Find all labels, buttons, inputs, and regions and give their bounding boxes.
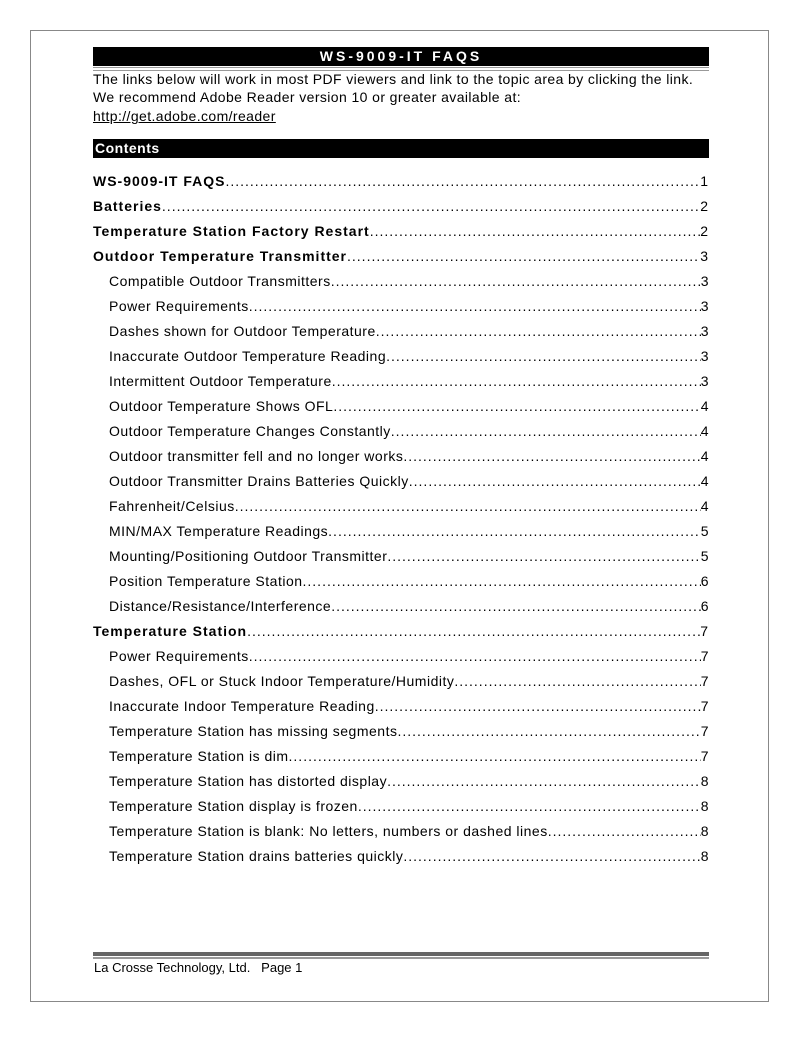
dot-leader [328, 521, 701, 546]
toc-entry-page: 8 [700, 848, 709, 864]
toc-entry-label: Compatible Outdoor Transmitters [109, 273, 331, 289]
toc-entry-page: 3 [700, 248, 709, 264]
toc-entry-page: 3 [700, 373, 709, 389]
toc-entry-label: Temperature Station has missing segments [109, 723, 398, 739]
dot-leader [370, 221, 701, 246]
intro-paragraph [93, 70, 713, 125]
dot-leader [332, 371, 701, 396]
toc-entry[interactable] [93, 821, 709, 846]
toc-entry-label: Outdoor Temperature Changes Constantly [109, 423, 391, 439]
document-title: WS-9009-IT FAQS [93, 47, 709, 66]
toc-entry-page: 7 [700, 648, 709, 664]
toc-entry[interactable] [93, 171, 709, 196]
toc-entry-label: Temperature Station has distorted display [109, 773, 388, 789]
toc-entry-label: Temperature Station Factory Restart [93, 223, 370, 239]
dot-leader [391, 421, 701, 446]
dot-leader [303, 571, 701, 596]
toc-entry[interactable] [93, 371, 709, 396]
toc-entry[interactable] [93, 546, 709, 571]
toc-entry-label: Temperature Station [93, 623, 248, 639]
toc-entry-page: 2 [700, 223, 709, 239]
dot-leader [247, 621, 700, 646]
toc-entry-label: Distance/Resistance/Interference [109, 598, 332, 614]
footer-text: La Crosse Technology, Ltd. Page 1 [94, 960, 303, 975]
toc-entry[interactable] [93, 446, 709, 471]
toc-entry-page: 3 [700, 273, 709, 289]
dot-leader [387, 546, 700, 571]
toc-entry-label: MIN/MAX Temperature Readings [109, 523, 329, 539]
toc-entry-label: Mounting/Positioning Outdoor Transmitter [109, 548, 388, 564]
toc-entry[interactable] [93, 271, 709, 296]
footer-divider [93, 952, 709, 957]
toc-entry-label: Temperature Station display is frozen [109, 798, 358, 814]
dot-leader [249, 646, 701, 671]
toc-entry-page: 7 [700, 723, 709, 739]
toc-entry[interactable] [93, 696, 709, 721]
dot-leader [347, 246, 700, 271]
toc-entry-page: 6 [700, 573, 709, 589]
toc-entry-page: 4 [700, 473, 709, 489]
toc-entry-label: Temperature Station is dim [109, 748, 289, 764]
dot-leader [331, 271, 701, 296]
toc-entry[interactable] [93, 421, 709, 446]
dot-leader [331, 596, 700, 621]
dot-leader [375, 696, 701, 721]
toc-entry[interactable] [93, 796, 709, 821]
toc-entry[interactable] [93, 196, 709, 221]
toc-entry-label: Fahrenheit/Celsius [109, 498, 235, 514]
toc-entry-label: Outdoor Temperature Transmitter [93, 248, 348, 264]
toc-entry-page: 7 [700, 623, 709, 639]
toc-entry[interactable] [93, 471, 709, 496]
contents-heading: Contents [93, 139, 709, 158]
toc-entry-label: Inaccurate Indoor Temperature Reading [109, 698, 375, 714]
dot-leader [235, 496, 701, 521]
toc-entry[interactable] [93, 321, 709, 346]
toc-entry-label: Outdoor Temperature Shows OFL [109, 398, 334, 414]
toc-entry-page: 5 [700, 548, 709, 564]
toc-entry-label: Temperature Station is blank: No letters, numbers or dashed lines [109, 823, 548, 839]
toc-entry-label: Batteries [93, 198, 162, 214]
toc-entry-page: 4 [700, 423, 709, 439]
toc-entry-page: 4 [700, 398, 709, 414]
dot-leader [358, 796, 701, 821]
toc-entry[interactable] [93, 621, 709, 646]
toc-entry[interactable] [93, 846, 709, 871]
toc-entry[interactable] [93, 671, 709, 696]
toc-entry[interactable] [93, 746, 709, 771]
toc-entry-page: 8 [700, 773, 709, 789]
toc-entry[interactable] [93, 296, 709, 321]
toc-entry-label: Temperature Station drains batteries quickly [109, 848, 404, 864]
dot-leader [162, 196, 700, 221]
dot-leader [454, 671, 700, 696]
toc-entry[interactable] [93, 496, 709, 521]
dot-leader [403, 846, 700, 871]
table-of-contents [93, 171, 709, 871]
toc-entry-page: 1 [700, 173, 709, 189]
toc-entry[interactable] [93, 571, 709, 596]
toc-entry-page: 7 [700, 673, 709, 689]
toc-entry-label: Power Requirements [109, 298, 249, 314]
toc-entry-label: Dashes shown for Outdoor Temperature [109, 323, 376, 339]
toc-entry-label: Outdoor transmitter fell and no longer works [109, 448, 404, 464]
toc-entry-page: 2 [700, 198, 709, 214]
toc-entry-label: Dashes, OFL or Stuck Indoor Temperature/Humidity [109, 673, 455, 689]
toc-entry[interactable] [93, 721, 709, 746]
toc-entry-page: 8 [700, 798, 709, 814]
toc-entry[interactable] [93, 771, 709, 796]
dot-leader [289, 746, 701, 771]
dot-leader [409, 471, 701, 496]
toc-entry-page: 3 [700, 348, 709, 364]
toc-entry-page: 7 [700, 698, 709, 714]
toc-entry-label: WS-9009-IT FAQS [93, 173, 226, 189]
toc-entry-page: 3 [700, 323, 709, 339]
toc-entry-page: 6 [700, 598, 709, 614]
dot-leader [403, 446, 700, 471]
dot-leader [397, 721, 700, 746]
toc-entry-label: Inaccurate Outdoor Temperature Reading [109, 348, 387, 364]
toc-entry[interactable] [93, 346, 709, 371]
toc-entry[interactable] [93, 396, 709, 421]
dot-leader [376, 321, 701, 346]
dot-leader [387, 771, 701, 796]
toc-entry-label: Intermittent Outdoor Temperature [109, 373, 332, 389]
toc-entry[interactable] [93, 646, 709, 671]
toc-entry-page: 7 [700, 748, 709, 764]
toc-entry-page: 8 [700, 823, 709, 839]
dot-leader [386, 346, 701, 371]
dot-leader [225, 171, 700, 196]
toc-entry-page: 5 [700, 523, 709, 539]
toc-entry-label: Position Temperature Station [109, 573, 303, 589]
toc-entry[interactable] [93, 246, 709, 271]
toc-entry-label: Outdoor Transmitter Drains Batteries Quickly [109, 473, 409, 489]
toc-entry-page: 4 [700, 448, 709, 464]
dot-leader [249, 296, 701, 321]
dot-leader [548, 821, 701, 846]
adobe-reader-link[interactable]: http://get.adobe.com/reader [93, 108, 276, 124]
toc-entry-label: Power Requirements [109, 648, 249, 664]
toc-entry[interactable] [93, 221, 709, 246]
intro-text: The links below will work in most PDF viewers and link to the topic area by clicking the link. We recommend Adobe Reader version 10 or greater available at: [93, 71, 694, 105]
toc-entry[interactable] [93, 596, 709, 621]
toc-entry-page: 4 [700, 498, 709, 514]
toc-entry[interactable] [93, 521, 709, 546]
toc-entry-page: 3 [700, 298, 709, 314]
dot-leader [333, 396, 700, 421]
